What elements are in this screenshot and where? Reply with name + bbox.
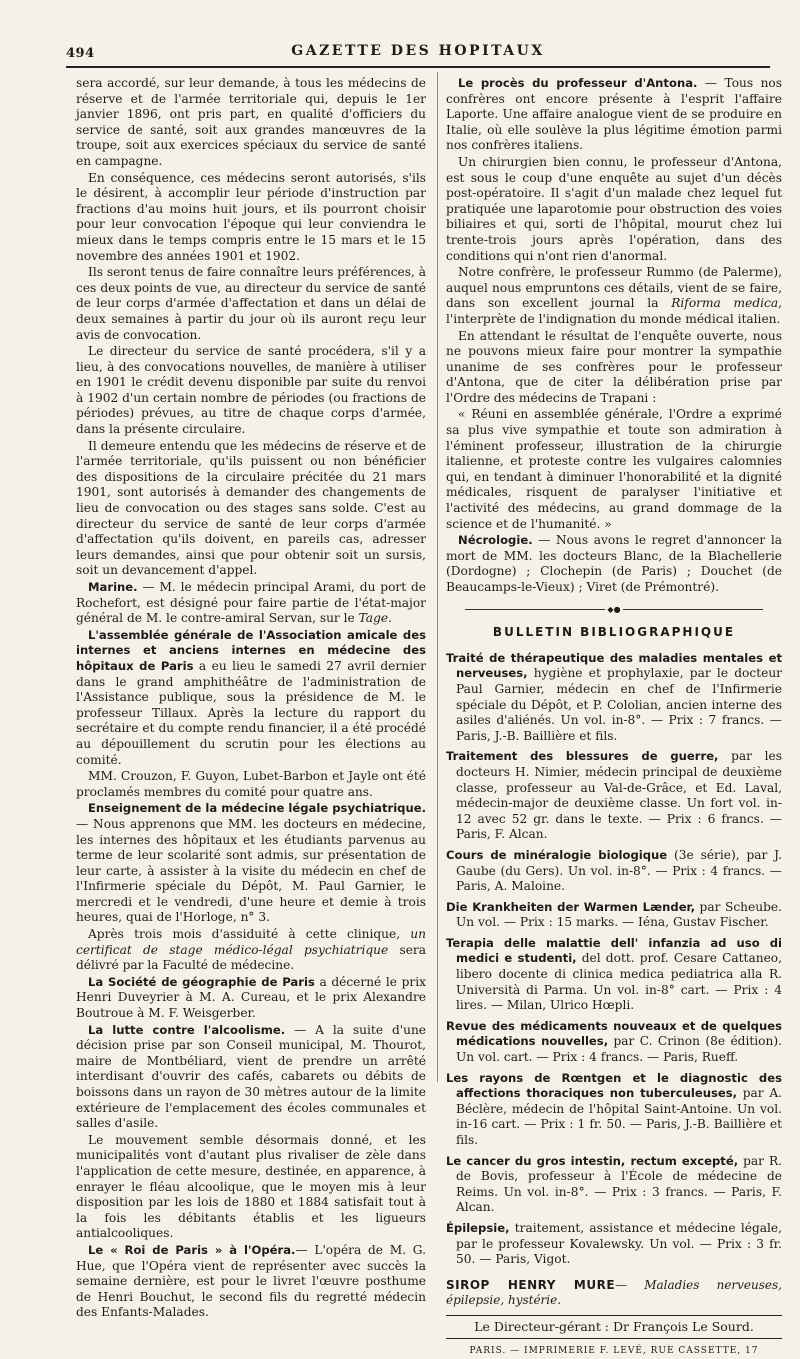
book-title: Terapia delle malattie dell' infanzia ad uso di medici e studenti,: [446, 935, 782, 966]
ad-text: — Maladies nerveuses, épilepsie, hystérie.: [446, 1277, 782, 1308]
book-title: Épilepsie,: [446, 1220, 510, 1235]
left-column: [76, 76, 426, 1322]
advertisement: [446, 1278, 782, 1309]
page-number: 494: [66, 46, 95, 61]
column-rule: [437, 72, 438, 1082]
book-details: par C. Crinon (8e édition). Un vol. cart. — Prix : 4 francs. — Paris, Rueff.: [456, 1034, 782, 1065]
book-details: hygiène et prophylaxie, par le docteur Paul Garnier, médecin en chef de l'Infirmerie spéciale du Dépôt, et P. Cololian, ancien interne des asiles d'aliénés. Un vol. in-8°. — Prix : 7 francs. — Paris, J.-B. Baillière et fils.: [456, 666, 782, 743]
bibliography-entry: [446, 651, 782, 745]
book-title: Traité de thérapeutique des maladies mentales et nerveuses,: [446, 650, 782, 681]
page-header: [66, 40, 770, 64]
book-title: Die Krankheiten der Warmen Lænder,: [446, 899, 695, 914]
news-heading: Le « Roi de Paris » à l'Opéra.: [88, 1242, 296, 1257]
book-title: Les rayons de Rœntgen et le diagnostic des affections thoraciques non tuberculeuses,: [446, 1070, 782, 1101]
paragraph: En attendant le résultat de l'enquête ouverte, nous ne pouvons mieux faire pour montrer la sympathie unanime de ses confrères pour le professeur d'Antona, que de citer la délibération prise par l'Ordre des médecins de Trapani :: [446, 328, 782, 405]
journal-title: GAZETTE DES HOPITAUX: [291, 43, 545, 59]
news-heading: Nécrologie.: [458, 533, 533, 548]
news-item-necrologie: [446, 533, 782, 595]
news-heading: Enseignement de la médecine légale psychiatrique.: [88, 801, 426, 816]
news-item-opera: [76, 1243, 426, 1321]
news-text: a eu lieu le samedi 27 avril dernier dans le grand amphithéâtre de l'administration de l'Assistance publique, sous la présidence de M. le professeur Tillaux. Après la lecture du rapport du secrétaire et du compte rendu financier, il a été procédé au dépouillement du scrutin pour les élections au comité.: [76, 658, 426, 767]
news-text: — A la suite d'une décision prise par son Conseil municipal, M. Thourot, maire de Montbéliard, vient de prendre un arrêté interdisant d'ouvrir des cafés, cabarets ou débits de boissons dans un rayon de 30 mètres autour de la limite extérieure de l'emplacement des écoles communales et salles d'asile.: [76, 1022, 427, 1131]
text-span: , l'interprète de l'indignation du monde médical italien.: [446, 296, 782, 326]
news-item-alcoolisme: [76, 1023, 426, 1132]
bibliography-entry: [446, 749, 782, 843]
paragraph: [76, 927, 426, 974]
bibliography-list: [446, 651, 782, 1268]
paragraph: Le directeur du service de santé procédera, s'il y a lieu, à des convocations nouvelles, de manière à utiliser en 1901 le crédit devenu disponible par suite du renvoi à 1902 d'un certain nombre de périodes (ou fractions de périodes) prévues, au titre de chaque corps d'armée, dans la présente circulaire.: [76, 344, 426, 437]
section-separator: ◆●: [446, 602, 782, 618]
book-title: Revue des médicaments nouveaux et de quelques médications nouvelles,: [446, 1018, 782, 1049]
news-text: — Tous nos confrères ont encore présente à l'esprit l'affaire Laporte. Une affaire analogue vient de se produire en Italie, où elle soulève la plus légitime émotion parmi nos confrères italiens.: [446, 76, 783, 153]
paragraph: [446, 265, 782, 327]
news-text: — M. le médecin principal Arami, du port de Rochefort, est désigné pour faire partie de l'état-major général de M. le contre-amiral Servan, sur le: [76, 580, 426, 626]
paragraph: MM. Crouzon, F. Guyon, Lubet-Barbon et Jayle ont été proclamés membres du comité pour quatre ans.: [76, 769, 426, 799]
printer-line: PARIS. — IMPRIMERIE F. LEVÉ, RUE CASSETTE, 17: [469, 1345, 759, 1356]
news-text: a décerné le prix Henri Duveyrier à M. A. Cureau, et le prix Alexandre Boutroue à M. F. Weisgerber.: [76, 974, 427, 1021]
book-title: Traitement des blessures de guerre,: [446, 749, 719, 764]
bulletin-title: BULLETIN BIBLIOGRAPHIQUE: [492, 625, 736, 640]
news-text: — Nous apprenons que MM. les docteurs en médecine, les internes des hôpitaux et les étudiants parvenus au terme de leur scolarité sont admis, sur présentation de leur carte, à assister à la visite du médecin en chef de l'Infirmerie spéciale du Dépôt, M. Paul Garnier, le mercredi et le vendredi, d'une heure et demie à trois heures, quai de l'Horloge, n° 3.: [76, 816, 426, 925]
ship-name: Tage: [358, 611, 389, 626]
paragraph: Il demeure entendu que les médecins de réserve et de l'armée territoriale, qu'ils puissent ou non bénéficier des dispositions de la circulaire précitée du 21 mars 1901, sont autorisés à demander des changements de lieu de convocation ou des stages sans solde. C'est au directeur du service de santé de leur corps d'armée d'affectation qu'ils doivent, en pareils cas, adresser leurs demandes, ainsi que pour obtenir soit un sursis, soit un devancement d'appel.: [76, 438, 426, 578]
news-item-enseignement: [76, 801, 426, 926]
book-details: traitement, assistance et médecine légale, par le professeur Kovalewsky. Un vol. — Prix : 3 fr. 50. — Paris, Vigot.: [456, 1220, 782, 1267]
book-details: par Scheube. Un vol. — Prix : 15 marks. — Iéna, Gustav Fischer.: [456, 899, 782, 930]
bibliography-entry: [446, 1221, 782, 1268]
ad-brand: SIROP HENRY MURE: [446, 1277, 616, 1292]
paragraph: Ils seront tenus de faire connaître leurs préférences, à ces deux points de vue, au directeur du service de santé de leur corps d'armée d'affectation et dans un délai de deux semaines à partir du jour où ils auront reçu leur avis de convocation.: [76, 265, 427, 342]
news-text: — L'opéra de M. G. Hue, que l'Opéra vient de représenter avec succès la semaine dernière, est pour le livret l'œuvre posthume de Henri Bouchut, le second fils du regretté médecin des Enfants-Malades.: [76, 1242, 426, 1320]
book-details: del dott. prof. Cesare Cattaneo, libero docente di clinica medica pediatrica alla R. Università di Parma. Un vol. in-8° cart. — Prix : 4 lires. — Milan, Ulrico Hœpli.: [456, 951, 782, 1013]
news-heading: Marine.: [88, 580, 138, 594]
book-details: par les docteurs H. Nimier, médecin principal de deuxième classe, professeur au Val-de-Grâce, et Ed. Laval, médecin-major de deuxième classe. Un fort vol. in-12 avec 52 gr. dans le texte. — Prix : 6 francs. — Paris, F. Alcan.: [456, 749, 782, 842]
text-span: Notre confrère, le professeur Rummo (de Palerme), auquel nous empruntons ces détails, vient de se faire, dans son excellent journal la: [446, 265, 782, 311]
bibliography-entry: [446, 1019, 782, 1066]
news-heading: La lutte contre l'alcoolisme.: [88, 1022, 286, 1037]
bibliography-entry: [446, 936, 782, 1014]
news-item-marine: [76, 580, 426, 627]
book-details: par R. de Bovis, professeur à l'École de médecine de Reims. Un vol. in-8°. — Prix : 3 francs. — Paris, F. Alcan.: [456, 1153, 782, 1215]
header-rule: [66, 66, 770, 68]
bibliography-entry: [446, 848, 782, 895]
text-span: Après trois mois d'assiduité à cette clinique,: [88, 927, 411, 942]
paragraph: Le mouvement semble désormais donné, et les municipalités vont d'autant plus rivaliser de zèle dans l'application de cette mesure, destinée, en apparence, à enrayer le fléau alcoolique, que le moyen mis à leur disposition par les lois de 1880 et 1884 satisfait tout à la fois les débitants établis et les ligueurs antialcooliques.: [76, 1132, 426, 1241]
news-text: .: [388, 611, 392, 626]
book-details: par A. Béclère, médecin de l'hôpital Saint-Antoine. Un vol. in-16 cart. — Prix : 1 fr. 50. — Paris, J.-B. Baillière et fils.: [456, 1086, 782, 1147]
news-item-association: [76, 628, 426, 768]
news-heading: La Société de géographie de Paris: [88, 974, 315, 989]
book-details: (3e série), par J. Gaube (du Gers). Un vol. in-8°. — Prix : 4 francs. — Paris, A. Maloine.: [456, 847, 782, 894]
news-item-geographie: [76, 975, 426, 1022]
director-line: Le Directeur-gérant : Dr François Le Sourd.: [446, 1315, 782, 1339]
journal-name: Riforma medica: [671, 296, 779, 311]
text-span: sera délivré par la Faculté de médecine.: [76, 942, 427, 973]
news-heading: Le procès du professeur d'Antona.: [458, 76, 698, 90]
bibliography-entry: [446, 1154, 782, 1216]
book-title: Le cancer du gros intestin, rectum excepté,: [446, 1153, 739, 1168]
right-column: [446, 76, 782, 1359]
news-text: — Nous avons le regret d'annoncer la mort de MM. les docteurs Blanc, de la Blachellerie (Dordogne) ; Clochepin (de Paris) ; Douchet (de Beaucamps-le-Vieux) ; Viret (de Prémontré).: [446, 533, 782, 594]
paragraph: En conséquence, ces médecins seront autorisés, s'ils le désirent, à accomplir leur période d'instruction par fractions d'au moins huit jours, et ils pourront choisir pour leur convocation l'époque qui leur conviendra le mieux dans le temps compris entre le 15 mars et le 15 novembre des années 1901 et 1902.: [76, 170, 426, 263]
news-heading: L'assemblée générale de l'Association amicale des internes et anciens internes en médecine des hôpitaux de Paris: [76, 627, 426, 673]
book-title: Cours de minéralogie biologique: [446, 847, 668, 862]
paragraph: sera accordé, sur leur demande, à tous les médecins de réserve et de l'armée territoriale qui, depuis le 1er janvier 1896, ont pris part, en qualité d'officiers du service de santé, soit aux grandes manœuvres de la troupe, soit aux exercices spéciaux du service de santé en campagne.: [76, 76, 426, 168]
news-item-antona: [446, 76, 782, 154]
paragraph: Un chirurgien bien connu, le professeur d'Antona, est sous le coup d'une enquête au sujet d'un décès post-opératoire. Il s'agit d'un malade chez lequel fut pratiquée une laparotomie pour obstruction des voies biliaires et qui, sorti de l'hôpital, mourut chez lui trente-trois jours après l'opération, dans des conditions qui n'ont rien d'anormal.: [446, 154, 782, 263]
bibliography-entry: [446, 900, 782, 931]
certificate-name: un certificat de stage médico-légal psychiatrique: [76, 927, 426, 957]
bibliography-entry: [446, 1071, 782, 1149]
quotation: « Réuni en assemblée générale, l'Ordre a exprimé sa plus vive sympathie et toute son admiration à l'éminent professeur, illustration de la chirurgie italienne, et proteste contre les vulgaires calomnies qui, en tendant à diminuer l'honorabilité et la dignité médicales, risquent de paralyser l'initiative et l'activité des médecins, au grand dommage de la science et de l'humanité. »: [446, 407, 782, 531]
